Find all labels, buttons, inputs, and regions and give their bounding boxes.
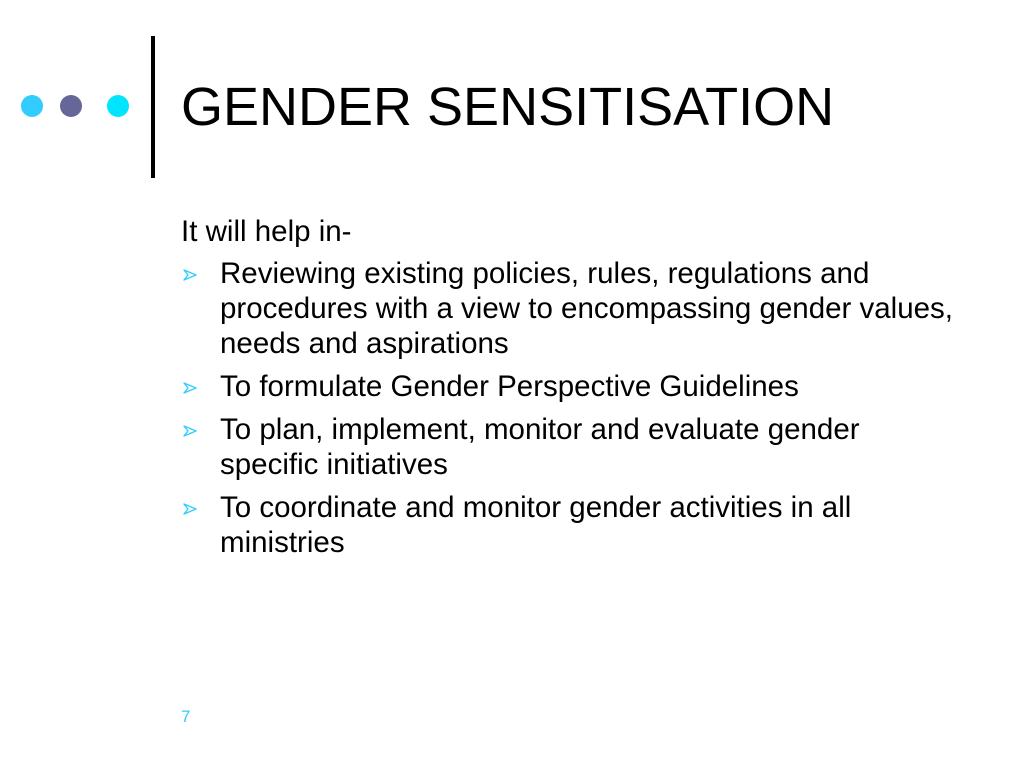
bullet-text: To plan, implement, monitor and evaluate gender specific initiatives <box>220 413 860 481</box>
bullet-item <box>181 369 961 404</box>
intro-text: It will help in- <box>181 215 352 248</box>
slide-title: GENDER SENSITISATION <box>181 77 835 137</box>
decoration-dot-icon <box>21 95 43 117</box>
bullet-item <box>181 412 961 482</box>
bullet-text: To formulate Gender Perspective Guidelines <box>220 370 799 403</box>
arrowhead-bullet-icon <box>183 503 197 515</box>
arrowhead-bullet-icon <box>183 382 197 394</box>
bullet-list <box>181 256 961 560</box>
title-divider <box>151 36 155 178</box>
slide-body <box>181 214 961 568</box>
arrowhead-bullet-icon <box>183 269 197 281</box>
bullet-text: To coordinate and monitor gender activities in all ministries <box>220 491 852 559</box>
arrowhead-bullet-icon <box>183 425 197 437</box>
bullet-item <box>181 490 961 560</box>
decoration-dot-icon <box>60 95 82 117</box>
decoration-dot-icon <box>107 95 129 117</box>
page-number: 7 <box>181 707 191 726</box>
decorative-dots <box>0 0 150 200</box>
bullet-text: Reviewing existing policies, rules, regulations and procedures with a view to encompassing gender values, needs and aspirations <box>220 257 953 360</box>
bullet-item <box>181 256 961 361</box>
